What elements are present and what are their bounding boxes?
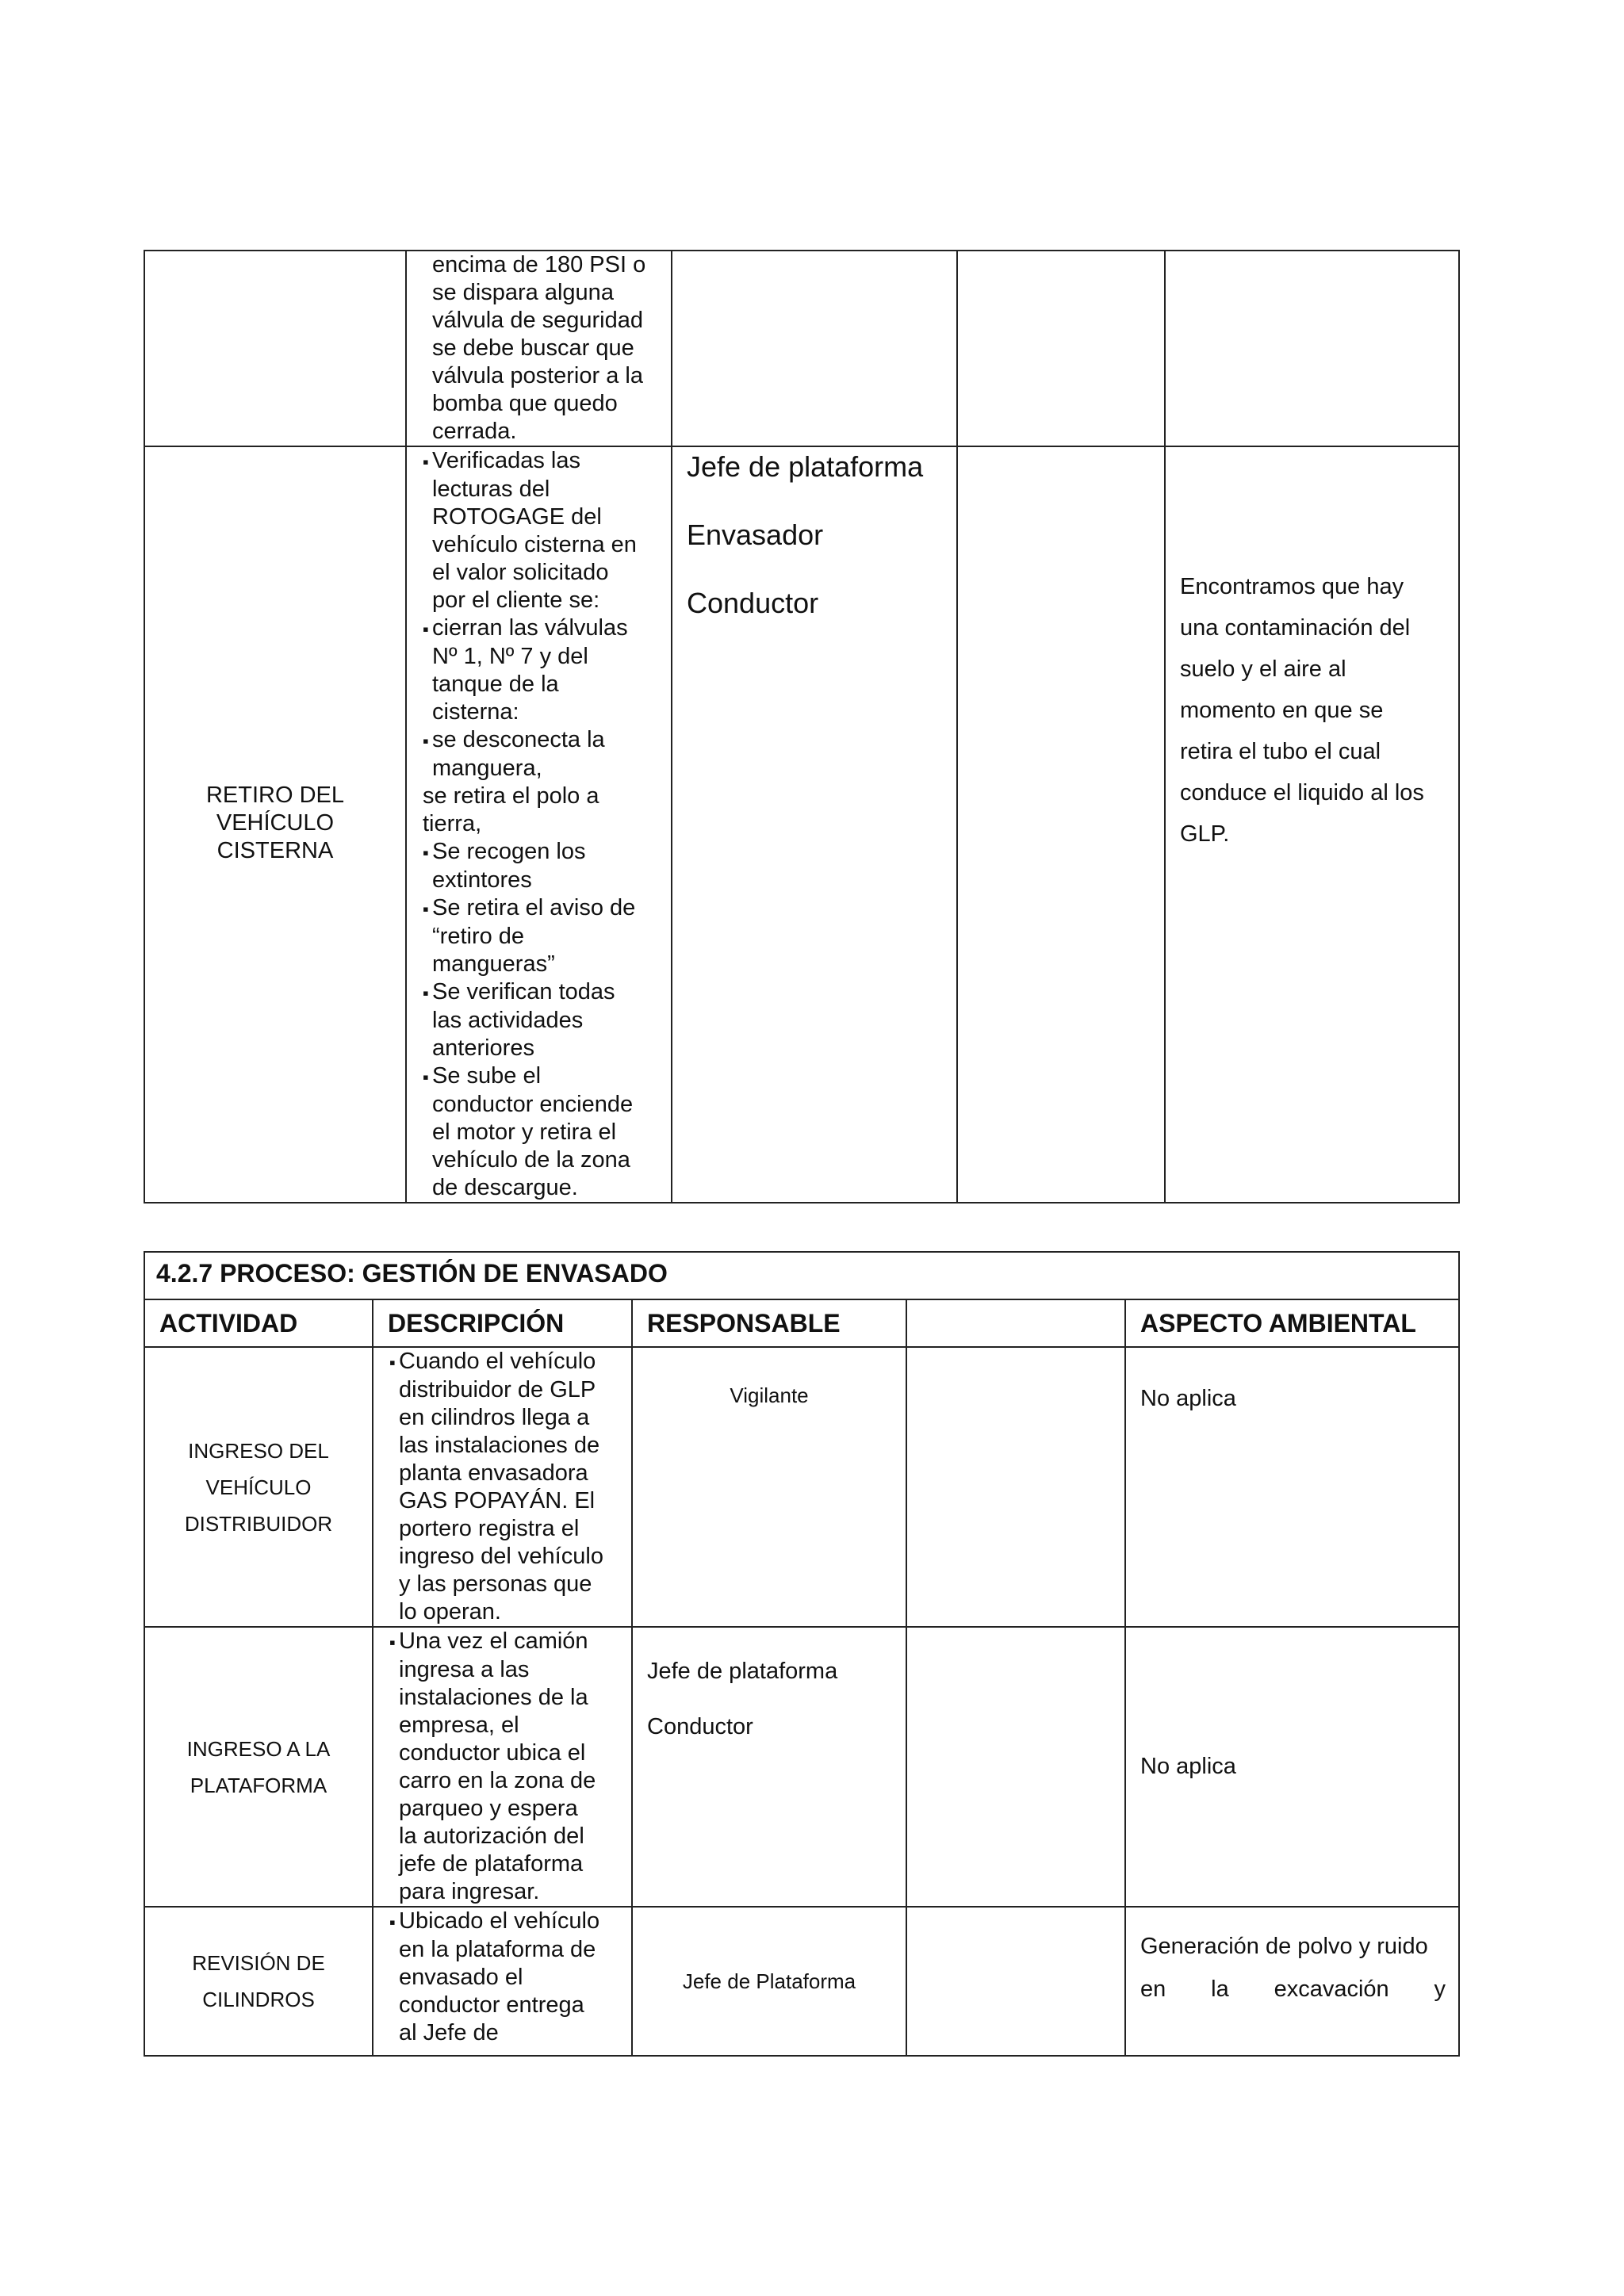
- desc-line: planta envasadora: [399, 1460, 588, 1486]
- desc-line: extintores: [432, 867, 532, 893]
- desc-line: válvula de seguridad: [432, 308, 644, 333]
- desc-line: las actividades: [432, 1008, 584, 1033]
- aspecto-cell: [1125, 1347, 1459, 1627]
- desc-line: en cilindros llega a: [399, 1405, 590, 1430]
- desc-line: empresa, el: [399, 1712, 519, 1738]
- responsable-item: Jefe de plataforma: [647, 1659, 838, 1684]
- desc-line: ingreso del vehículo: [399, 1544, 603, 1569]
- desc-line: el motor y retira el: [432, 1119, 617, 1145]
- desc-line: ▪ Una vez el camión: [373, 1628, 631, 1656]
- desc-line: distribuidor de GLP: [399, 1377, 596, 1402]
- section-title: 4.2.7 PROCESO: GESTIÓN DE ENVASADO: [144, 1252, 1459, 1299]
- activity-cell: [144, 1347, 373, 1627]
- table-descargue: [144, 250, 1460, 1203]
- empty-cell: [906, 1907, 1125, 2056]
- desc-line: vehículo de la zona: [432, 1147, 630, 1173]
- desc-line: el valor solicitado: [432, 560, 609, 585]
- activity-line: PLATAFORMA: [190, 1773, 327, 1797]
- activity-line: INGRESO A LA: [186, 1736, 331, 1761]
- desc-line: ▪ Ubicado el vehículo: [373, 1908, 631, 1936]
- header-actividad: ACTIVIDAD: [144, 1299, 373, 1347]
- desc-line: ▪ Cuando el vehículo: [373, 1348, 631, 1376]
- desc-line: ▪ Se recogen los: [407, 838, 671, 867]
- desc-line: carro en la zona de: [399, 1768, 596, 1793]
- activity-line: DISTRIBUIDOR: [184, 1511, 333, 1536]
- table-row: [144, 251, 1459, 446]
- desc-line: envasado el: [399, 1965, 523, 1990]
- table-row: [144, 1907, 1459, 2056]
- desc-line: GAS POPAYÁN. El: [399, 1488, 596, 1513]
- aspecto-line: GLP.: [1180, 821, 1230, 847]
- aspecto-line: una contaminación del: [1180, 615, 1411, 641]
- desc-line: manguera,: [432, 756, 542, 781]
- desc-line: parqueo y espera: [399, 1796, 578, 1821]
- desc-line: ▪ Se verifican todas: [407, 978, 671, 1007]
- responsable-cell: [632, 1627, 906, 1907]
- header-empty: [906, 1299, 1125, 1347]
- description-cell: [406, 446, 672, 1203]
- desc-line: jefe de plataforma: [399, 1851, 584, 1877]
- desc-line: en la plataforma de: [399, 1937, 596, 1962]
- desc-line: se debe buscar que: [432, 335, 634, 361]
- activity-cell: [144, 1627, 373, 1907]
- table-row: [144, 1627, 1459, 1907]
- desc-line: tanque de la: [432, 672, 559, 697]
- header-descripcion: DESCRIPCIÓN: [373, 1299, 632, 1347]
- desc-line: mangueras”: [432, 951, 555, 977]
- table-header-row: [144, 1299, 1459, 1347]
- activity-cell: [144, 1907, 373, 2056]
- empty-cell: [906, 1347, 1125, 1627]
- desc-line: ingresa a las: [399, 1657, 530, 1682]
- desc-line: “retiro de: [432, 924, 525, 949]
- table-gestion-envasado: [144, 1251, 1460, 2057]
- desc-line: cisterna:: [432, 699, 519, 725]
- desc-line: instalaciones de la: [399, 1685, 588, 1710]
- desc-line: ▪ cierran las válvulas: [407, 614, 671, 643]
- responsable-item: Jefe de Plataforma: [682, 1969, 856, 1993]
- desc-line: ▪ Verificadas las: [407, 447, 671, 476]
- description-cell: [373, 1907, 632, 2056]
- aspecto-line: momento en que se: [1180, 698, 1384, 723]
- empty-cell: [957, 446, 1165, 1203]
- responsable-cell: [632, 1907, 906, 2056]
- desc-line: ROTOGAGE del: [432, 504, 602, 530]
- responsable-item: Conductor: [687, 587, 819, 619]
- desc-line: cerrada.: [432, 419, 517, 444]
- header-aspecto: ASPECTO AMBIENTAL: [1125, 1299, 1459, 1347]
- desc-line: conductor enciende: [432, 1092, 634, 1117]
- responsable-item: Vigilante: [730, 1383, 809, 1407]
- aspecto-text: No aplica: [1140, 1754, 1236, 1779]
- desc-line: las instalaciones de: [399, 1433, 600, 1458]
- activity-line: CISTERNA: [216, 838, 334, 863]
- activity-line: INGRESO DEL: [188, 1438, 329, 1463]
- aspecto-line: retira el tubo el cual: [1180, 739, 1381, 764]
- aspecto-cell: [1125, 1627, 1459, 1907]
- table-title-row: [144, 1252, 1459, 1299]
- responsable-cell: [672, 446, 957, 1203]
- desc-line: tierra,: [423, 811, 482, 836]
- responsable-item: Jefe de plataforma: [687, 450, 924, 483]
- activity-line: CILINDROS: [202, 1988, 315, 2011]
- desc-line: lo operan.: [399, 1599, 501, 1624]
- aspecto-cell: [1125, 1907, 1459, 2056]
- description-cell: [373, 1627, 632, 1907]
- desc-line: conductor ubica el: [399, 1740, 586, 1766]
- activity-cell: [144, 251, 406, 446]
- desc-line: se dispara alguna: [432, 280, 614, 305]
- desc-line: ▪ se desconecta la: [407, 726, 671, 755]
- aspecto-cell: [1165, 446, 1459, 1203]
- responsable-cell: [632, 1347, 906, 1627]
- desc-line: vehículo cisterna en: [432, 532, 637, 557]
- aspecto-line: suelo y el aire al: [1180, 656, 1346, 682]
- desc-line: ▪ Se sube el: [407, 1062, 671, 1091]
- desc-line: Nº 1, Nº 7 y del: [432, 644, 588, 669]
- desc-line: bomba que quedo: [432, 391, 618, 416]
- activity-line: RETIRO DEL: [205, 783, 345, 808]
- responsable-item: Conductor: [647, 1714, 753, 1739]
- aspecto-line: Generación de polvo y ruido: [1140, 1934, 1428, 1959]
- desc-line: la autorización del: [399, 1823, 584, 1849]
- desc-line: portero registra el: [399, 1516, 580, 1541]
- activity-line: VEHÍCULO: [205, 1475, 312, 1499]
- desc-line: lecturas del: [432, 476, 550, 502]
- aspecto-line: Encontramos que hay: [1180, 574, 1404, 599]
- desc-line: para ingresar.: [399, 1879, 540, 1904]
- desc-line: por el cliente se:: [432, 587, 600, 613]
- empty-cell: [906, 1627, 1125, 1907]
- desc-line: se retira el polo a: [423, 783, 599, 809]
- responsable-cell: [672, 251, 957, 446]
- activity-line: VEHÍCULO: [216, 810, 335, 836]
- aspecto-line: en la excavación y: [1140, 1976, 1446, 2002]
- desc-line: anteriores: [432, 1035, 534, 1061]
- desc-line: conductor entrega: [399, 1992, 584, 2018]
- desc-line: y las personas que: [399, 1571, 592, 1597]
- desc-line: al Jefe de: [399, 2020, 499, 2045]
- aspecto-cell: [1165, 251, 1459, 446]
- activity-cell: [144, 446, 406, 1203]
- desc-line: válvula posterior a la: [432, 363, 643, 388]
- description-cell: [406, 251, 672, 446]
- desc-line: encima de 180 PSI o: [432, 252, 646, 277]
- aspecto-line: conduce el liquido al los: [1180, 780, 1424, 806]
- table-row: [144, 1347, 1459, 1627]
- activity-line: REVISIÓN DE: [192, 1951, 325, 1975]
- empty-cell: [957, 251, 1165, 446]
- table-row: [144, 446, 1459, 1203]
- header-responsable: RESPONSABLE: [632, 1299, 906, 1347]
- desc-line: de descargue.: [432, 1175, 578, 1200]
- desc-line: ▪ Se retira el aviso de: [407, 894, 671, 923]
- responsable-item: Envasador: [687, 519, 824, 551]
- aspecto-text: No aplica: [1140, 1386, 1236, 1411]
- description-cell: [373, 1347, 632, 1627]
